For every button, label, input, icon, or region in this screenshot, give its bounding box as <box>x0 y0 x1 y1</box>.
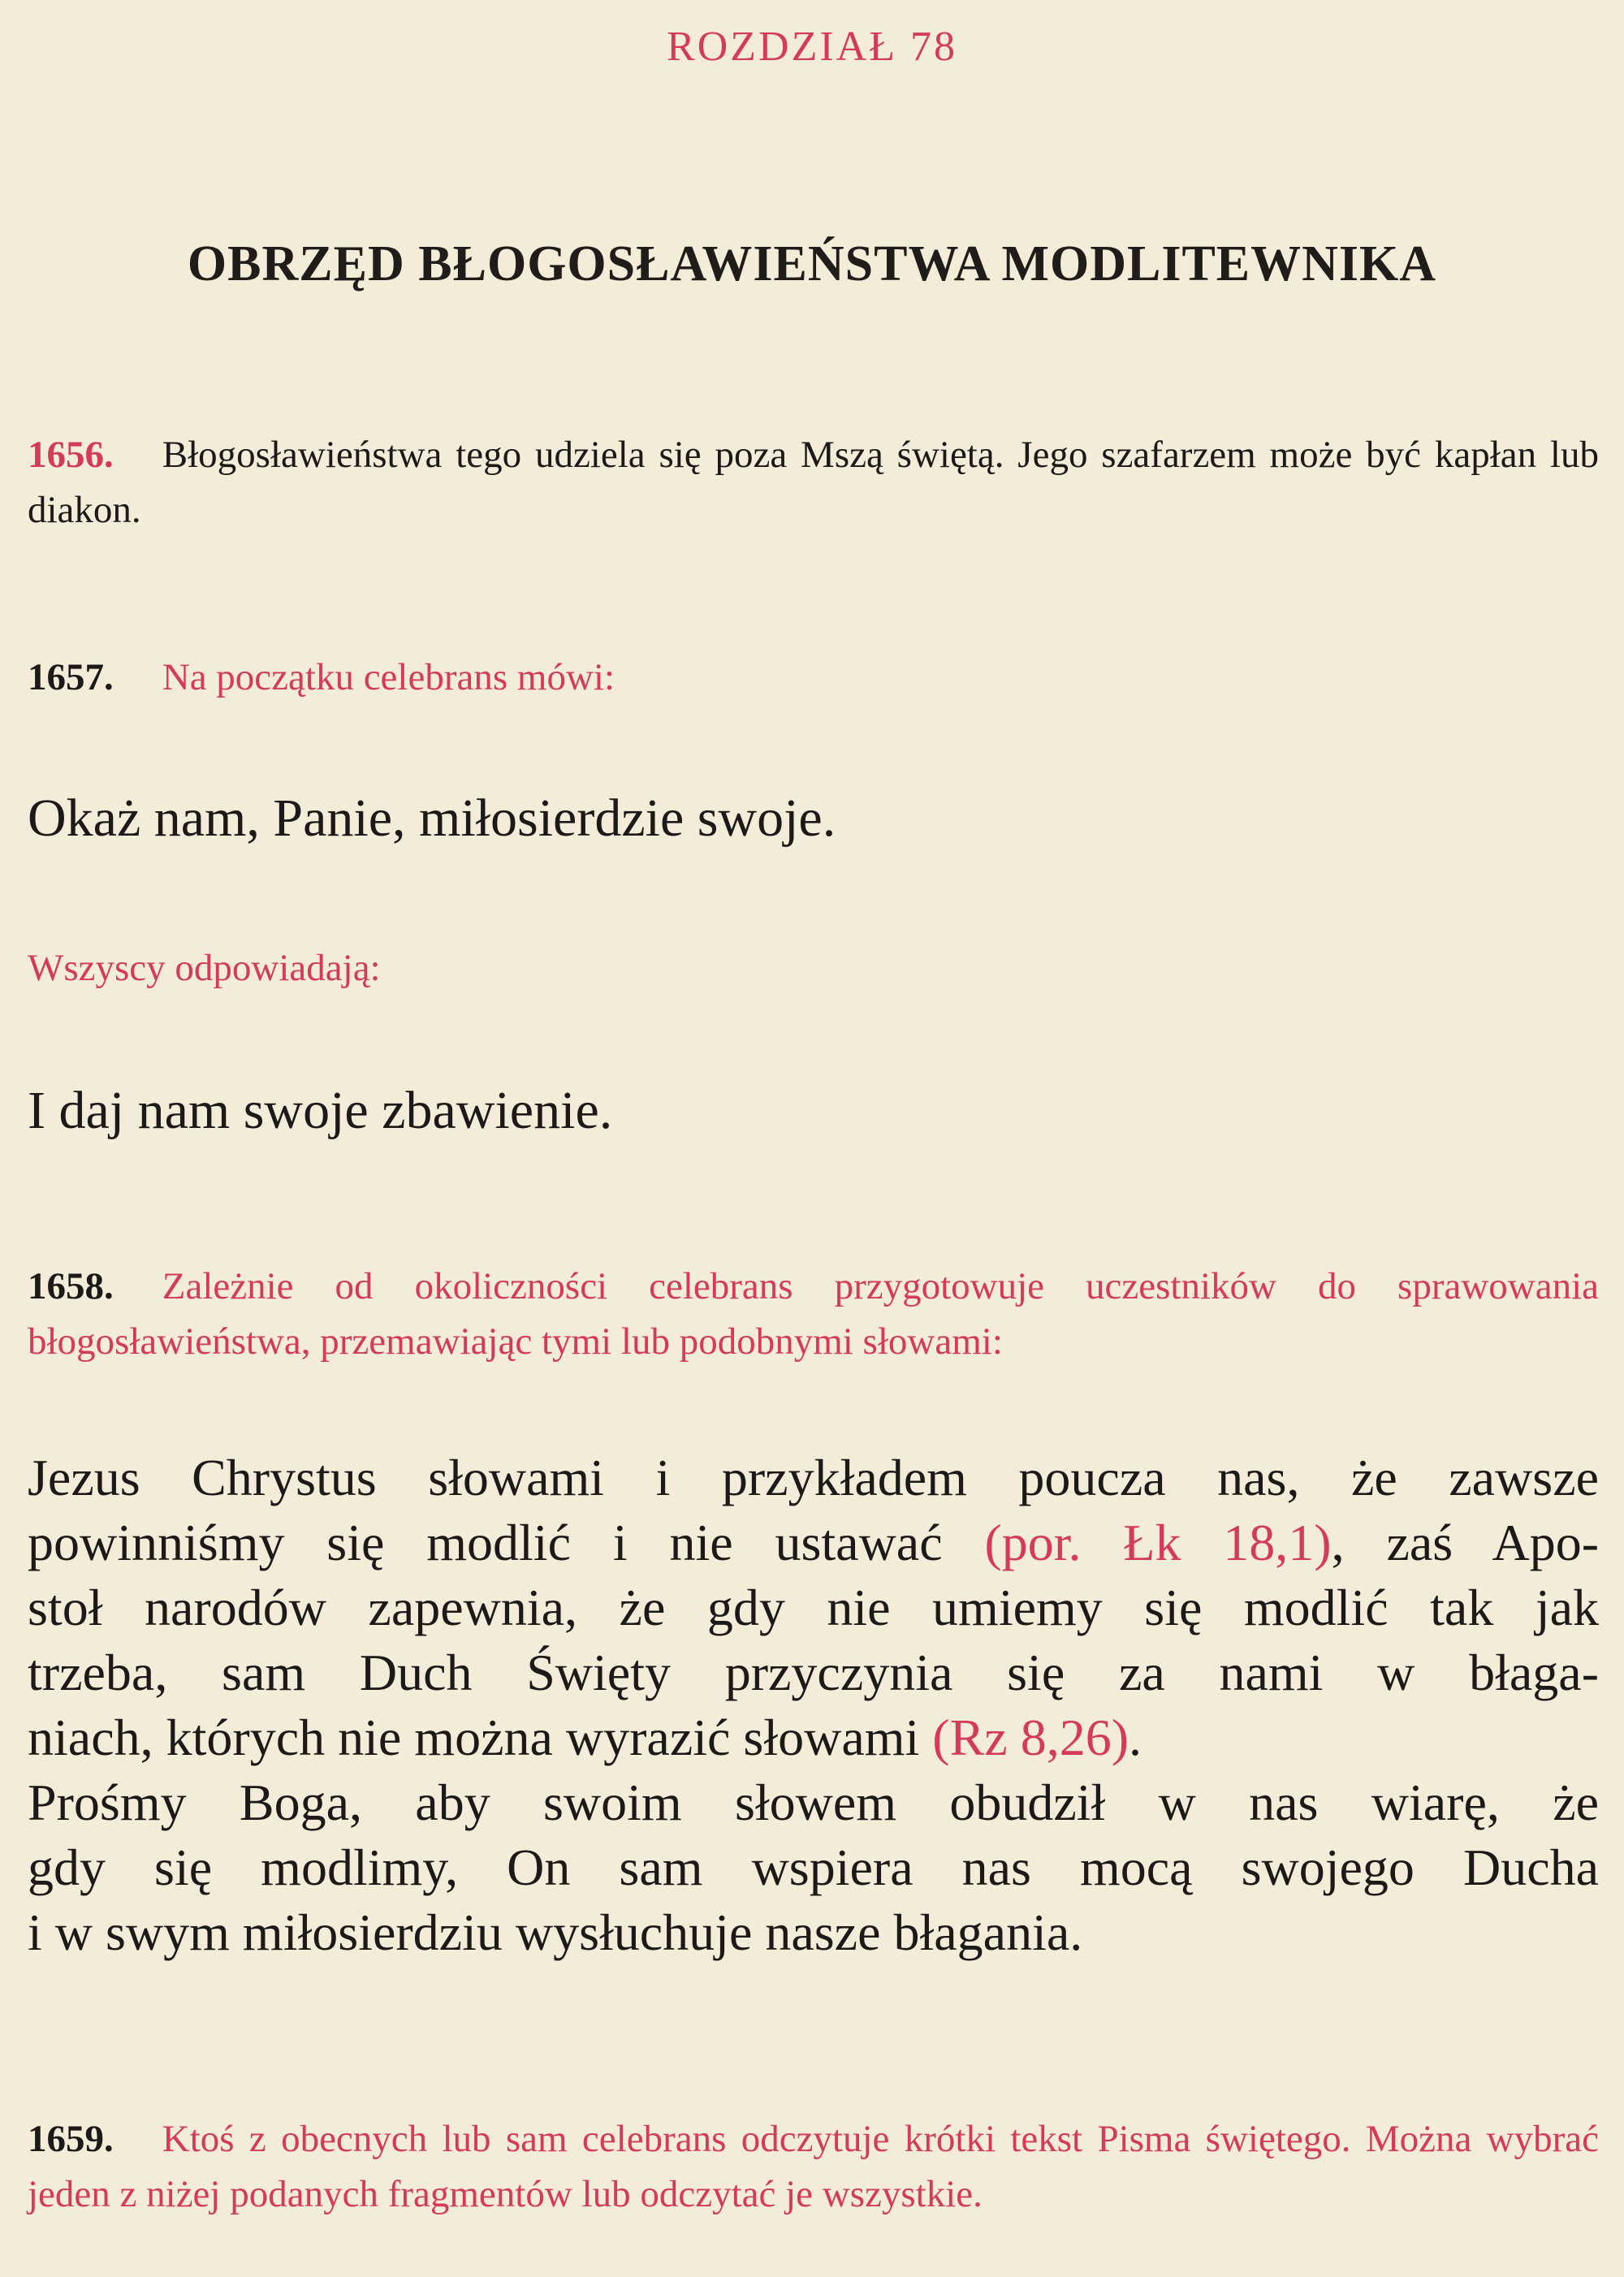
response-rubric: Wszyscy odpowiadają: <box>28 947 381 989</box>
address-line: Jezus Chrystus słowami i przykładem poucza nas, że zawsze <box>28 1449 1599 1506</box>
paragraph-1656 <box>28 427 1599 538</box>
address-line: niach, których nie można wyrazić słowami (Rz 8,26). <box>28 1709 1142 1766</box>
paragraph-number: 1657. <box>28 656 114 698</box>
paragraph-1657 <box>28 650 1599 705</box>
rubric-text: Na początku celebrans mówi: <box>162 656 615 698</box>
address-line: gdy się modlimy, On sam wspiera nas mocą swojego Ducha <box>28 1838 1599 1896</box>
address-line: i w swym miłosierdziu wysłuchuje nasze błagania. <box>28 1903 1083 1961</box>
address-line: trzeba, sam Duch Święty przyczynia się za nami w błaga- <box>28 1644 1599 1701</box>
paragraph-1658 <box>28 1259 1599 1369</box>
paragraph-number: 1659. <box>28 2118 114 2160</box>
rubric-text: Zależnie od okoliczności celebrans przygotowuje uczestników do sprawowania błogosławieństwa, przemawiając tymi lub podobnymi słowami: <box>28 1265 1599 1363</box>
response: I daj nam swoje zbawienie. <box>28 1081 613 1140</box>
scripture-reference: (por. Łk 18,1) <box>984 1514 1332 1571</box>
address-line: Prośmy Boga, aby swoim słowem obudził w nas wiarę, że <box>28 1774 1599 1831</box>
celebrant-address <box>28 1445 1599 1965</box>
scripture-reference: (Rz 8,26) <box>932 1709 1129 1766</box>
versicle: Okaż nam, Panie, miłosierdzie swoje. <box>28 789 836 848</box>
page-title: OBRZĘD BŁOGOSŁAWIEŃSTWA MODLITEWNIKA <box>187 236 1437 292</box>
paragraph-number: 1658. <box>28 1265 114 1307</box>
address-line: stoł narodów zapewnia, że gdy nie umiemy się modlić tak jak <box>28 1579 1599 1636</box>
chapter-heading: ROZDZIAŁ 78 <box>667 24 957 70</box>
paragraph-text: Błogosławieństwa tego udziela się poza Mszą świętą. Jego szafarzem może być kapłan lub diakon. <box>28 434 1599 531</box>
rubric-text: Ktoś z obecnych lub sam celebrans odczytuje krótki tekst Pisma świętego. Można wybrać jeden z niżej podanych fragmentów lub odczytać je wszystkie. <box>28 2118 1599 2215</box>
paragraph-number: 1656. <box>28 434 114 476</box>
paragraph-1659 <box>28 2111 1599 2222</box>
address-line: powinniśmy się modlić i nie ustawać (por. Łk 18,1), zaś Apo- <box>28 1514 1600 1571</box>
